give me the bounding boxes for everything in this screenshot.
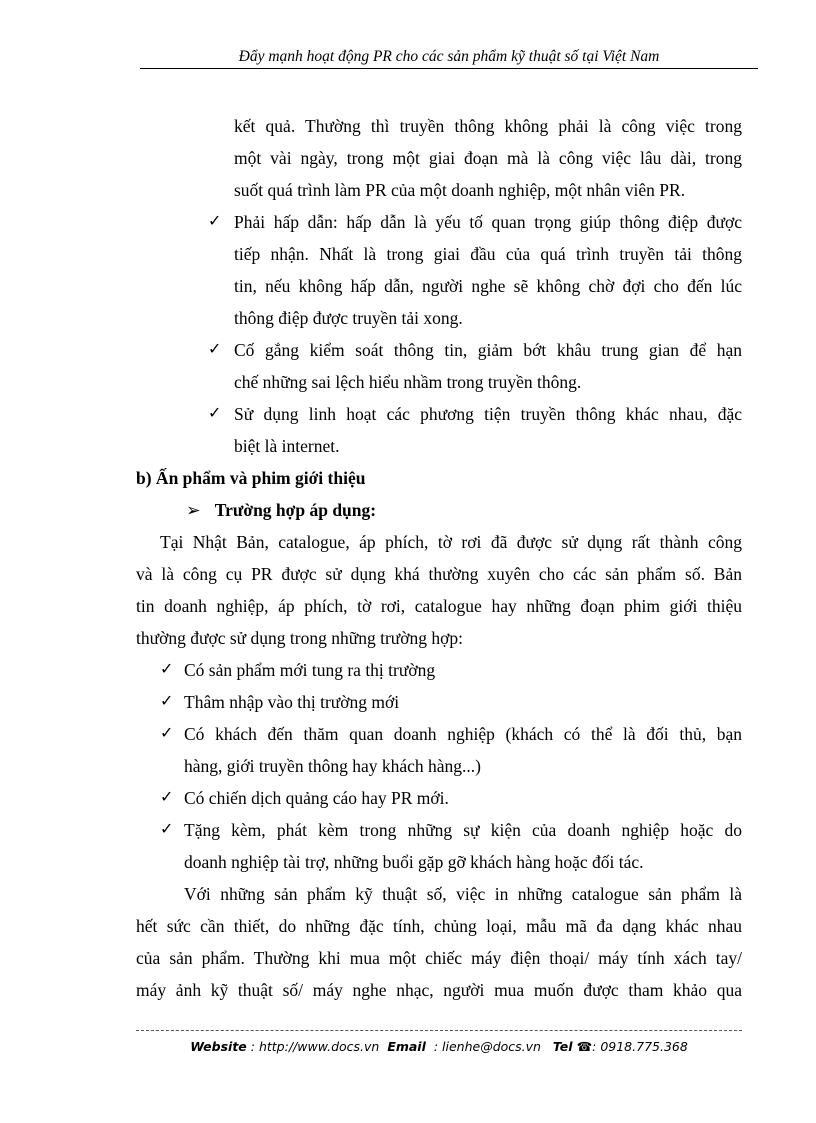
list-text: Cố gắng kiểm soát thông tin, giảm bớt khâu trung gian để hạn bbox=[234, 340, 742, 360]
email-value: : lienhe@docs.vn bbox=[433, 1039, 541, 1054]
website-value: : http://www.docs.vn bbox=[250, 1039, 380, 1054]
list-line bbox=[136, 718, 742, 750]
paragraph-line: thường được sử dụng trong những trường hợp: bbox=[136, 628, 463, 648]
document-body bbox=[136, 110, 742, 1006]
email-label: Email bbox=[387, 1039, 426, 1054]
list-line bbox=[136, 334, 742, 366]
list-line: biệt là internet. bbox=[234, 436, 340, 456]
list-text: Sử dụng linh hoạt các phương tiện truyền thông khác nhau, đặc bbox=[234, 404, 742, 424]
list-line bbox=[136, 206, 742, 238]
list-line: thông điệp được truyền tải xong. bbox=[234, 308, 463, 328]
paragraph-line: Tại Nhật Bản, catalogue, áp phích, tờ rơi đã được sử dụng rất thành công bbox=[160, 532, 742, 552]
page-header bbox=[140, 48, 758, 69]
list-text: Có sản phẩm mới tung ra thị trường bbox=[184, 660, 436, 680]
paragraph-line: tin doanh nghiệp, áp phích, tờ rơi, catalogue hay những đoạn phim giới thiệu bbox=[136, 596, 742, 616]
list-text: Phải hấp dẫn: hấp dẫn là yếu tố quan trọng giúp thông điệp được bbox=[234, 212, 742, 232]
list-line: suốt quá trình làm PR của một doanh nghiệp, một nhân viên PR. bbox=[234, 180, 686, 200]
check-icon: ✓ bbox=[208, 341, 222, 358]
list-text: Thâm nhập vào thị trường mới bbox=[184, 692, 400, 712]
tel-value: : 0918.775.368 bbox=[592, 1039, 688, 1054]
list-line: một vài ngày, trong một giai đoạn mà là công việc lâu dài, trong bbox=[234, 148, 742, 168]
list-text: Tặng kèm, phát kèm trong những sự kiện của doanh nghiệp hoặc do bbox=[184, 820, 742, 840]
header-title: Đẩy mạnh hoạt động PR cho các sản phẩm kỹ thuật số tại Việt Nam bbox=[238, 48, 660, 65]
list-text: Có chiến dịch quảng cáo hay PR mới. bbox=[184, 788, 449, 808]
paragraph-line: máy ảnh kỹ thuật số/ máy nghe nhạc, người mua muốn được tham khảo qua bbox=[136, 980, 742, 1000]
paragraph-line: Với những sản phẩm kỹ thuật số, việc in những catalogue sản phẩm là bbox=[184, 884, 742, 904]
list-line bbox=[136, 654, 742, 686]
subheading-text: Trường hợp áp dụng: bbox=[214, 500, 377, 520]
page-footer bbox=[136, 1030, 742, 1054]
paragraph-1 bbox=[136, 526, 742, 654]
list-line: hàng, giới truyền thông hay khách hàng...) bbox=[184, 756, 481, 776]
paragraph-line: hết sức cần thiết, do những đặc tính, chủng loại, mẫu mã đa dạng khác nhau bbox=[136, 916, 742, 936]
bullet-list-1 bbox=[136, 110, 742, 462]
paragraph-line: của sản phẩm. Thường khi mua một chiếc máy điện thoại/ máy tính xách tay/ bbox=[136, 948, 742, 968]
paragraph-line: và là công cụ PR được sử dụng khá thường xuyên cho các sản phẩm số. Bản bbox=[136, 564, 742, 584]
tel-label: Tel bbox=[552, 1039, 573, 1054]
check-icon: ✓ bbox=[160, 821, 174, 838]
list-line: tin, nếu không hấp dẫn, người nghe sẽ không chờ đợi cho đến lúc bbox=[234, 276, 742, 296]
check-icon: ✓ bbox=[208, 405, 222, 422]
arrow-bullet-icon: ➢ bbox=[186, 500, 201, 520]
list-line bbox=[136, 814, 742, 846]
list-line: chế những sai lệch hiểu nhầm trong truyền thông. bbox=[234, 372, 582, 392]
list-line bbox=[136, 782, 742, 814]
check-icon: ✓ bbox=[160, 661, 174, 678]
check-icon: ✓ bbox=[160, 725, 174, 742]
list-text: Có khách đến thăm quan doanh nghiệp (khách có thể là đối thủ, bạn bbox=[184, 724, 742, 744]
check-icon: ✓ bbox=[208, 213, 222, 230]
website-label: Website bbox=[190, 1039, 247, 1054]
check-icon: ✓ bbox=[160, 693, 174, 710]
list-line bbox=[136, 686, 742, 718]
check-icon: ✓ bbox=[160, 789, 174, 806]
paragraph-2 bbox=[136, 878, 742, 1006]
bullet-list-2 bbox=[136, 654, 742, 878]
section-heading: b) Ấn phẩm và phim giới thiệu bbox=[136, 468, 366, 488]
list-line bbox=[136, 398, 742, 430]
section-subheading bbox=[136, 494, 742, 526]
phone-icon: ☎ bbox=[576, 1039, 593, 1054]
list-line: tiếp nhận. Nhất là trong giai đầu của quá trình truyền tải thông bbox=[234, 244, 742, 264]
list-line: kết quả. Thường thì truyền thông không phải là công việc trong bbox=[234, 116, 742, 136]
list-line: doanh nghiệp tài trợ, những buổi gặp gỡ khách hàng hoặc đối tác. bbox=[184, 852, 644, 872]
